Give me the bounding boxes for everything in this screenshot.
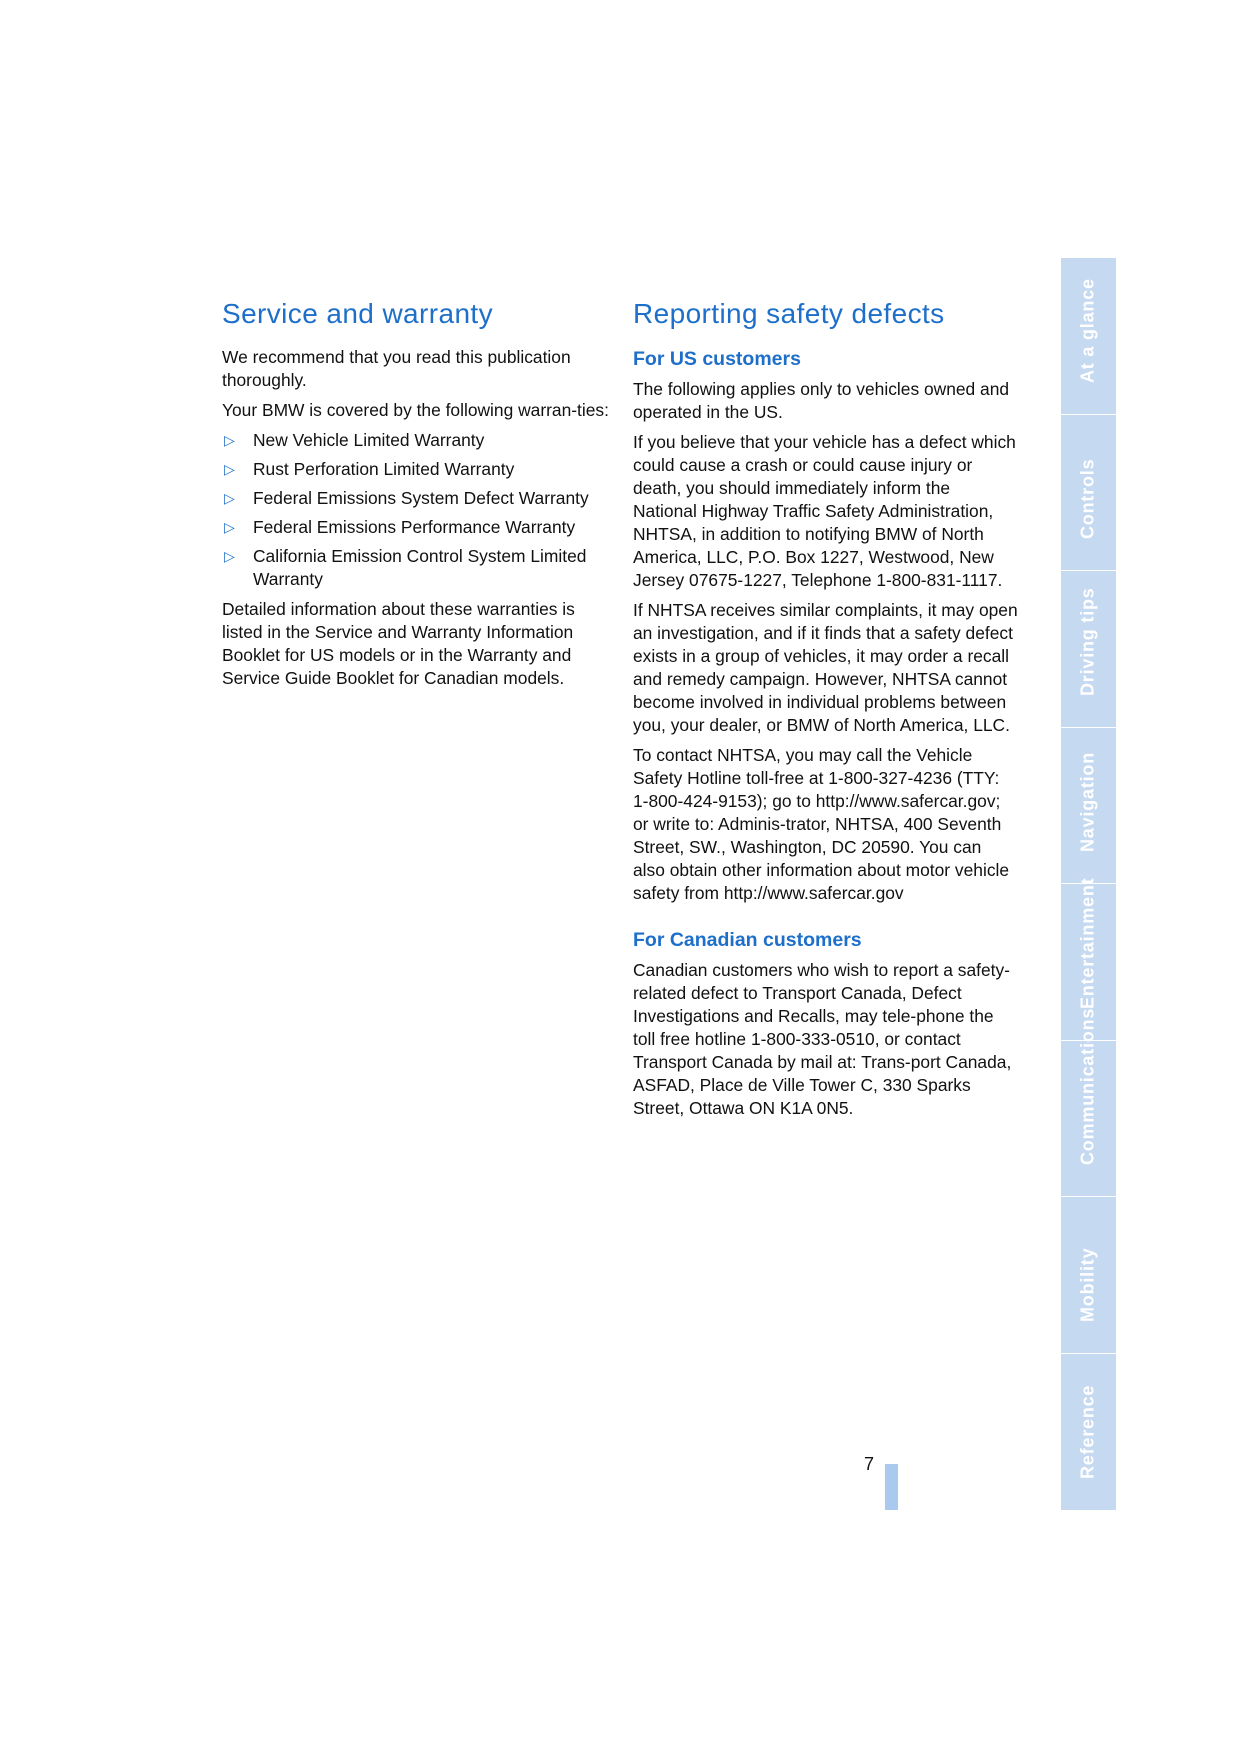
page-marker — [885, 1464, 898, 1510]
tab-label: Reference — [1077, 1384, 1098, 1479]
paragraph: If NHTSA receives similar complaints, it may open an investigation, and if it finds that a safety defect exists in a group of vehicles, it may order a recall and remedy campaign. However, NHTSA cannot become involved in individual problems between you, your dealer, or BMW of North America, LLC. — [633, 600, 1018, 735]
bullet-triangle-icon: ▷ — [224, 432, 235, 448]
list-item — [222, 487, 612, 510]
list-item-text: California Emission Control System Limited Warranty — [253, 546, 587, 589]
tab-communications[interactable] — [1061, 1007, 1116, 1198]
paragraph: Detailed information about these warranties is listed in the Service and Warranty Information Booklet for US models or in the Warranty and Service Guide Booklet for Canadian models. — [222, 599, 575, 688]
tab-label: Communications — [1077, 1007, 1098, 1165]
right-column — [633, 296, 1018, 1127]
paragraph: If you believe that your vehicle has a defect which could cause a crash or could cause injury or death, you should immediately inform the National Highway Traffic Safety Administration, NHTSA, in addition to notifying BMW of North America, LLC, P.O. Box 1227, Westwood, New Jersey 07675-1227, Telephone 1-800-831-1117. — [633, 432, 1016, 590]
list-item-text: Rust Perforation Limited Warranty — [253, 459, 515, 479]
tab-label: Entertainment — [1077, 877, 1098, 1009]
tab-mobility[interactable] — [1061, 1197, 1116, 1354]
tab-label: Driving tips — [1077, 586, 1098, 696]
section-title-service-warranty: Service and warranty — [222, 298, 494, 329]
paragraph: Canadian customers who wish to report a safety-related defect to Transport Canada, Defect Investigations and Recalls, may tele-phone the toll free hotline 1-800-333-0510, or contact Transport Canada by mail at: Trans-port Canada, ASFAD, Place de Ville Tower C, 330 Sparks Street, Ottawa ON K1A 0N5. — [633, 960, 1012, 1118]
bullet-triangle-icon: ▷ — [224, 519, 235, 535]
paragraph: To contact NHTSA, you may call the Vehicle Safety Hotline toll-free at 1-800-327-4236 (TTY: 1-800-424-9153); go to http://www.safercar.gov; or write to: Adminis-trator, NHTSA, 400 Seventh Street, SW., Washington, DC 20590. You can also obtain other information about motor vehicle safety from http://www.safercar.gov — [633, 745, 1010, 903]
subheading-us-customers: For US customers — [633, 348, 801, 370]
tab-at-a-glance[interactable] — [1061, 258, 1116, 415]
list-item — [222, 545, 612, 591]
bullet-triangle-icon: ▷ — [224, 548, 235, 564]
section-title-reporting-safety-defects: Reporting safety defects — [633, 298, 945, 329]
paragraph: Your BMW is covered by the following warran-ties: — [222, 400, 609, 420]
list-item — [222, 458, 612, 481]
tab-navigation[interactable] — [1061, 728, 1116, 885]
page-number: 7 — [864, 1454, 875, 1474]
tab-label: Controls — [1077, 458, 1098, 539]
tab-label: Navigation — [1077, 751, 1098, 852]
left-column — [222, 296, 612, 697]
paragraph: We recommend that you read this publication thoroughly. — [222, 347, 571, 390]
tab-label: Mobility — [1077, 1247, 1098, 1322]
list-item — [222, 429, 612, 452]
list-item-text: Federal Emissions System Defect Warranty — [253, 488, 589, 508]
chapter-tabs — [1061, 258, 1116, 1510]
warranty-list — [222, 429, 612, 591]
tab-label: At a glance — [1077, 277, 1098, 383]
bullet-triangle-icon: ▷ — [224, 490, 235, 506]
paragraph: The following applies only to vehicles owned and operated in the US. — [633, 379, 1010, 422]
tab-driving-tips[interactable] — [1061, 571, 1116, 728]
tab-reference[interactable] — [1061, 1354, 1116, 1511]
list-item-text: Federal Emissions Performance Warranty — [253, 517, 576, 537]
list-item — [222, 516, 612, 539]
tab-controls[interactable] — [1061, 415, 1116, 572]
bullet-triangle-icon: ▷ — [224, 461, 235, 477]
subheading-canadian-customers: For Canadian customers — [633, 929, 862, 951]
list-item-text: New Vehicle Limited Warranty — [253, 430, 485, 450]
